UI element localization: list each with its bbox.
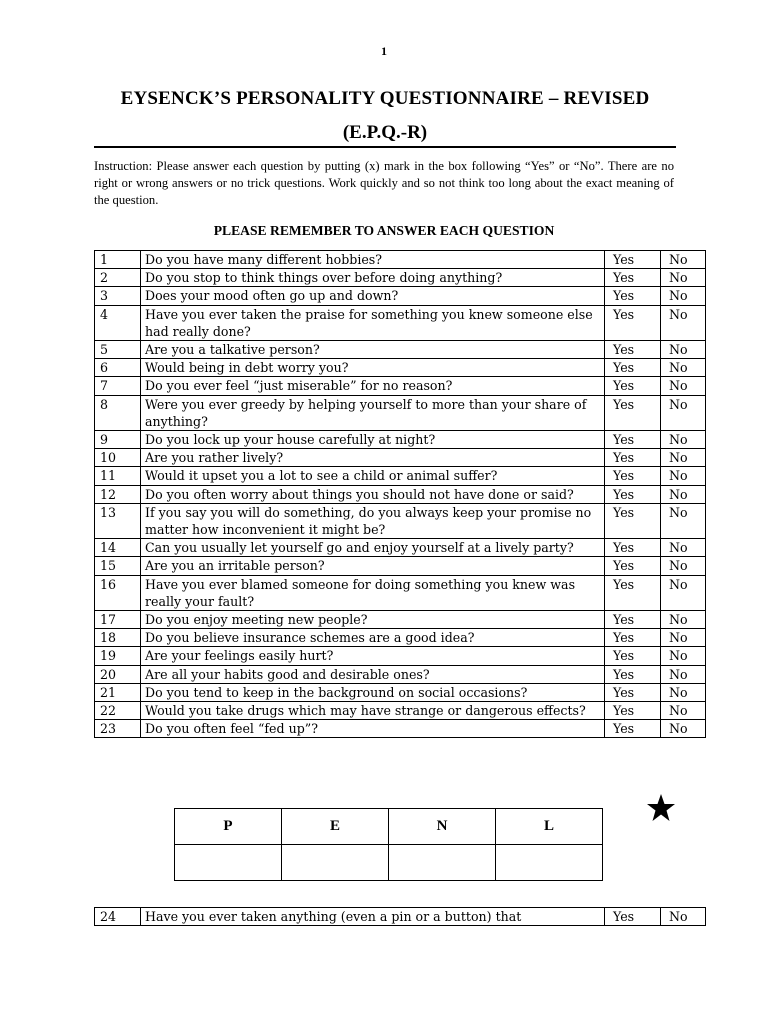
question-number: 2 (95, 269, 141, 287)
yes-option[interactable]: Yes (605, 305, 661, 340)
question-row (95, 251, 706, 269)
question-number: 5 (95, 341, 141, 359)
score-cell-n[interactable] (389, 845, 496, 881)
no-option[interactable]: No (661, 503, 706, 538)
question-row (95, 269, 706, 287)
question-number: 23 (95, 720, 141, 738)
question-text: Do you often worry about things you should not have done or said? (141, 485, 605, 503)
no-option[interactable]: No (661, 683, 706, 701)
yes-option[interactable]: Yes (605, 539, 661, 557)
question-text: If you say you will do something, do you always keep your promise no matter how inconvenient it might be? (141, 503, 605, 538)
yes-option[interactable]: Yes (605, 702, 661, 720)
yes-option[interactable]: Yes (605, 647, 661, 665)
score-header-l: L (496, 809, 603, 845)
page-number: 1 (381, 44, 387, 58)
questions-table (94, 250, 706, 738)
question-text: Do you lock up your house carefully at night? (141, 431, 605, 449)
yes-option[interactable]: Yes (605, 287, 661, 305)
question-row (95, 629, 706, 647)
no-option[interactable]: No (661, 467, 706, 485)
question-row (95, 908, 706, 926)
question-number: 12 (95, 485, 141, 503)
question-text: Have you ever taken the praise for something you knew someone else had really done? (141, 305, 605, 340)
question-number: 13 (95, 503, 141, 538)
question-row (95, 557, 706, 575)
yes-option[interactable]: Yes (605, 431, 661, 449)
no-option[interactable]: No (661, 720, 706, 738)
score-cell-p[interactable] (175, 845, 282, 881)
question-row (95, 467, 706, 485)
question-number: 8 (95, 395, 141, 430)
yes-option[interactable]: Yes (605, 341, 661, 359)
question-row (95, 395, 706, 430)
yes-option[interactable]: Yes (605, 683, 661, 701)
question-text: Would you take drugs which may have strange or dangerous effects? (141, 702, 605, 720)
yes-option[interactable]: Yes (605, 557, 661, 575)
yes-option[interactable]: Yes (605, 251, 661, 269)
yes-option[interactable]: Yes (605, 359, 661, 377)
question-row (95, 611, 706, 629)
yes-option[interactable]: Yes (605, 611, 661, 629)
question-number: 1 (95, 251, 141, 269)
score-cell-l[interactable] (496, 845, 603, 881)
yes-option[interactable]: Yes (605, 629, 661, 647)
question-number: 9 (95, 431, 141, 449)
question-text: Do you ever feel “just miserable” for no reason? (141, 377, 605, 395)
no-option[interactable]: No (661, 539, 706, 557)
yes-option[interactable]: Yes (605, 503, 661, 538)
question-row (95, 305, 706, 340)
question-number: 20 (95, 665, 141, 683)
no-option[interactable]: No (661, 665, 706, 683)
yes-option[interactable]: Yes (605, 908, 661, 926)
no-option[interactable]: No (661, 377, 706, 395)
score-header-n: N (389, 809, 496, 845)
question-row (95, 647, 706, 665)
instruction-text: Instruction: Please answer each question by putting (x) mark in the box following “Yes” or “No”. There are no right or wrong answers or no trick questions. Work quickly and so not think too long about the exact meaning of the question. (94, 159, 674, 207)
no-option[interactable]: No (661, 341, 706, 359)
question-text: Do you believe insurance schemes are a good idea? (141, 629, 605, 647)
question-row (95, 683, 706, 701)
question-number: 22 (95, 702, 141, 720)
question-number: 21 (95, 683, 141, 701)
question-row (95, 431, 706, 449)
yes-option[interactable]: Yes (605, 269, 661, 287)
score-table (174, 808, 603, 881)
question-text: Are you rather lively? (141, 449, 605, 467)
question-row (95, 702, 706, 720)
no-option[interactable]: No (661, 287, 706, 305)
yes-option[interactable]: Yes (605, 467, 661, 485)
no-option[interactable]: No (661, 251, 706, 269)
question-number: 7 (95, 377, 141, 395)
question-number: 19 (95, 647, 141, 665)
question-text: Do you enjoy meeting new people? (141, 611, 605, 629)
question-text: Do you have many different hobbies? (141, 251, 605, 269)
question-number: 15 (95, 557, 141, 575)
question-number: 11 (95, 467, 141, 485)
no-option[interactable]: No (661, 485, 706, 503)
yes-option[interactable]: Yes (605, 720, 661, 738)
no-option[interactable]: No (661, 557, 706, 575)
no-option[interactable]: No (661, 359, 706, 377)
score-cell-e[interactable] (282, 845, 389, 881)
question-row (95, 485, 706, 503)
title-divider (94, 146, 676, 148)
question-text: Can you usually let yourself go and enjoy yourself at a lively party? (141, 539, 605, 557)
question-row (95, 720, 706, 738)
question-number: 10 (95, 449, 141, 467)
question-text: Are you a talkative person? (141, 341, 605, 359)
question-row (95, 341, 706, 359)
no-option[interactable]: No (661, 647, 706, 665)
question-row (95, 287, 706, 305)
yes-option[interactable]: Yes (605, 395, 661, 430)
question-number: 4 (95, 305, 141, 340)
question-row (95, 377, 706, 395)
question-row (95, 449, 706, 467)
questions-table-continued (94, 907, 706, 926)
no-option[interactable]: No (661, 431, 706, 449)
score-header-e: E (282, 809, 389, 845)
question-text: Does your mood often go up and down? (141, 287, 605, 305)
yes-option[interactable]: Yes (605, 485, 661, 503)
question-number: 18 (95, 629, 141, 647)
reminder-heading: PLEASE REMEMBER TO ANSWER EACH QUESTION (213, 223, 555, 238)
question-number: 16 (95, 575, 141, 610)
question-row (95, 503, 706, 538)
question-text: Are your feelings easily hurt? (141, 647, 605, 665)
no-option[interactable]: No (661, 449, 706, 467)
question-row (95, 575, 706, 610)
question-row (95, 359, 706, 377)
no-option[interactable]: No (661, 908, 706, 926)
question-row (95, 539, 706, 557)
page-title: EYSENCK’S PERSONALITY QUESTIONNAIRE – REVISED (120, 88, 650, 109)
no-option[interactable]: No (661, 611, 706, 629)
question-number: 24 (95, 908, 141, 926)
page-subtitle: (E.P.Q.-R) (342, 122, 428, 143)
no-option[interactable]: No (661, 305, 706, 340)
no-option[interactable]: No (661, 629, 706, 647)
star-icon (646, 793, 676, 823)
question-text: Were you ever greedy by helping yourself to more than your share of anything? (141, 395, 605, 430)
question-number: 17 (95, 611, 141, 629)
yes-option[interactable]: Yes (605, 377, 661, 395)
no-option[interactable]: No (661, 395, 706, 430)
question-number: 14 (95, 539, 141, 557)
question-number: 6 (95, 359, 141, 377)
question-text: Are all your habits good and desirable ones? (141, 665, 605, 683)
question-text: Do you often feel “fed up”? (141, 720, 605, 738)
no-option[interactable]: No (661, 269, 706, 287)
question-number: 3 (95, 287, 141, 305)
yes-option[interactable]: Yes (605, 665, 661, 683)
question-row (95, 665, 706, 683)
no-option[interactable]: No (661, 575, 706, 610)
question-text: Do you stop to think things over before doing anything? (141, 269, 605, 287)
question-text: Would it upset you a lot to see a child or animal suffer? (141, 467, 605, 485)
score-header-p: P (175, 809, 282, 845)
question-text: Are you an irritable person? (141, 557, 605, 575)
no-option[interactable]: No (661, 702, 706, 720)
yes-option[interactable]: Yes (605, 449, 661, 467)
question-text: Have you ever blamed someone for doing something you knew was really your fault? (141, 575, 605, 610)
yes-option[interactable]: Yes (605, 575, 661, 610)
question-text: Have you ever taken anything (even a pin or a button) that (141, 908, 605, 926)
question-text: Do you tend to keep in the background on social occasions? (141, 683, 605, 701)
question-text: Would being in debt worry you? (141, 359, 605, 377)
